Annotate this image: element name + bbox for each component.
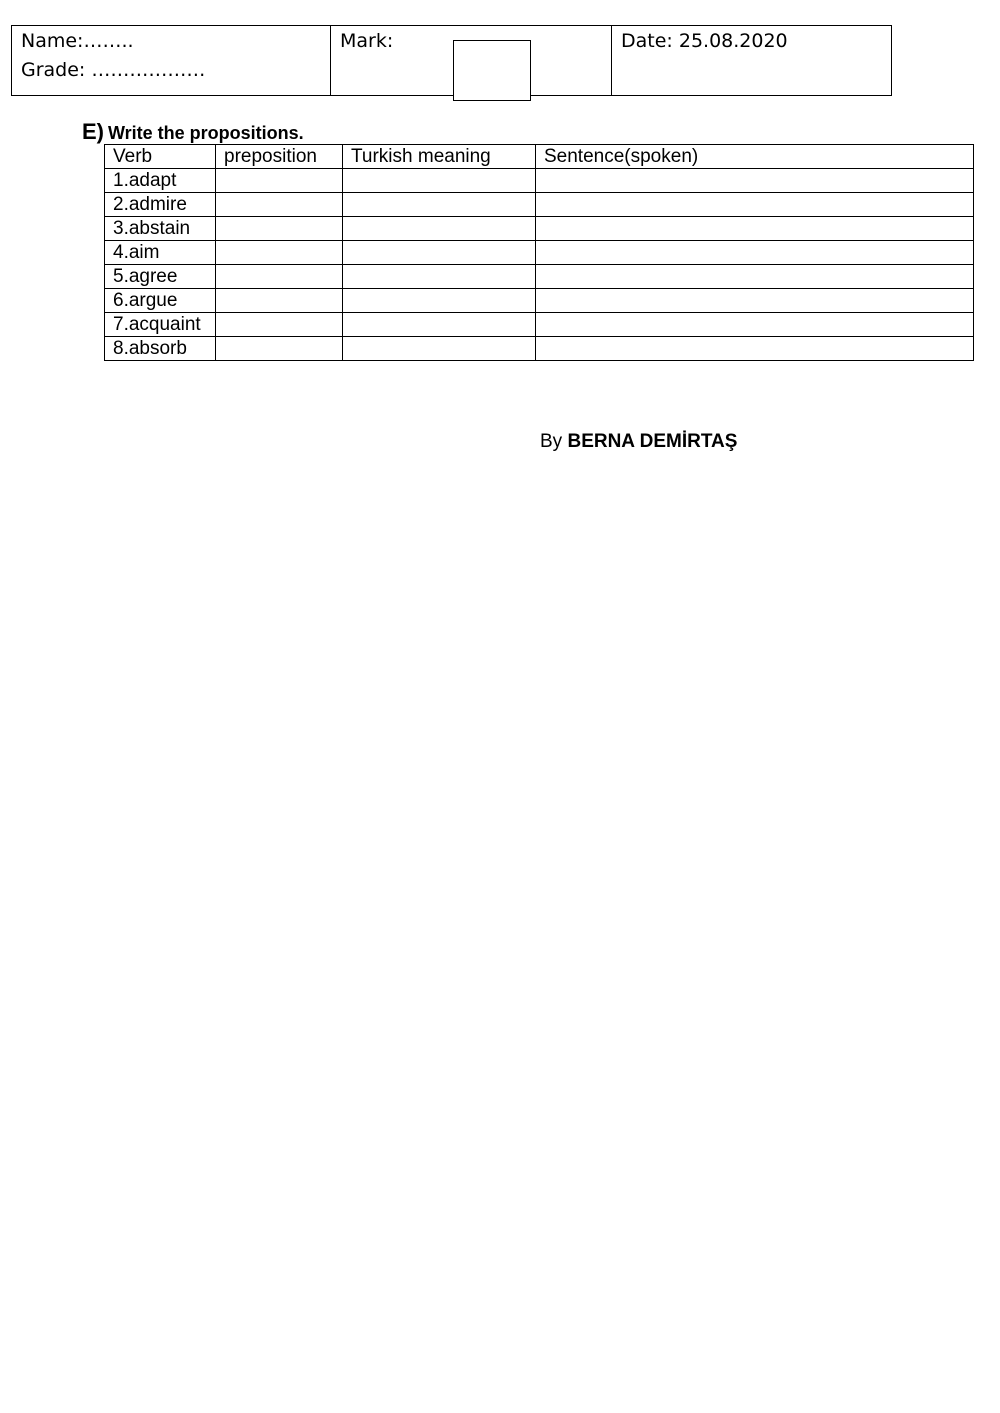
- verb-cell: 8.absorb: [105, 337, 216, 361]
- preposition-cell[interactable]: [216, 265, 343, 289]
- turkish-meaning-cell[interactable]: [343, 169, 536, 193]
- preposition-cell[interactable]: [216, 337, 343, 361]
- table-row: [105, 265, 974, 289]
- turkish-meaning-cell[interactable]: [343, 241, 536, 265]
- table-row: [105, 193, 974, 217]
- preposition-cell[interactable]: [216, 193, 343, 217]
- verb-cell: 4.aim: [105, 241, 216, 265]
- sentence-cell[interactable]: [536, 289, 974, 313]
- preposition-cell[interactable]: [216, 313, 343, 337]
- verb-cell: 3.abstain: [105, 217, 216, 241]
- column-header-preposition: preposition: [216, 145, 343, 169]
- mark-box[interactable]: [453, 40, 531, 101]
- author-credit: [540, 431, 737, 453]
- verb-preposition-table: [104, 144, 974, 361]
- turkish-meaning-cell[interactable]: [343, 289, 536, 313]
- by-label: By: [540, 431, 563, 452]
- sentence-cell[interactable]: [536, 241, 974, 265]
- mark-label: Mark:: [340, 30, 394, 52]
- name-label[interactable]: Name:……..: [21, 30, 134, 52]
- verb-cell: 7.acquaint: [105, 313, 216, 337]
- table-row: [105, 241, 974, 265]
- date-cell: [612, 26, 891, 95]
- preposition-cell[interactable]: [216, 169, 343, 193]
- turkish-meaning-cell[interactable]: [343, 337, 536, 361]
- column-header-turkish-meaning: Turkish meaning: [343, 145, 536, 169]
- turkish-meaning-cell[interactable]: [343, 193, 536, 217]
- table-row: [105, 337, 974, 361]
- table-row: [105, 169, 974, 193]
- table-body: [105, 169, 974, 361]
- turkish-meaning-cell[interactable]: [343, 265, 536, 289]
- table-row: [105, 289, 974, 313]
- sentence-cell[interactable]: [536, 217, 974, 241]
- verb-cell: 5.agree: [105, 265, 216, 289]
- date-label: Date: 25.08.2020: [621, 30, 788, 52]
- turkish-meaning-cell[interactable]: [343, 217, 536, 241]
- sentence-cell[interactable]: [536, 169, 974, 193]
- sentence-cell[interactable]: [536, 337, 974, 361]
- sentence-cell[interactable]: [536, 313, 974, 337]
- column-header-sentence: Sentence(spoken): [536, 145, 974, 169]
- grade-label[interactable]: Grade: ………………: [21, 59, 206, 81]
- section-heading: [82, 119, 304, 145]
- preposition-cell[interactable]: [216, 241, 343, 265]
- column-header-verb: Verb: [105, 145, 216, 169]
- sentence-cell[interactable]: [536, 265, 974, 289]
- preposition-cell[interactable]: [216, 289, 343, 313]
- sentence-cell[interactable]: [536, 193, 974, 217]
- section-instruction: Write the propositions.: [108, 123, 304, 143]
- table-header-row: [105, 145, 974, 169]
- section-letter: E): [82, 119, 104, 144]
- name-grade-cell: [12, 26, 331, 95]
- preposition-cell[interactable]: [216, 217, 343, 241]
- table-row: [105, 217, 974, 241]
- verb-cell: 2.admire: [105, 193, 216, 217]
- header-info-table: [11, 25, 892, 96]
- author-name: BERNA DEMİRTAŞ: [567, 431, 738, 452]
- verb-cell: 6.argue: [105, 289, 216, 313]
- table-row: [105, 313, 974, 337]
- verb-cell: 1.adapt: [105, 169, 216, 193]
- turkish-meaning-cell[interactable]: [343, 313, 536, 337]
